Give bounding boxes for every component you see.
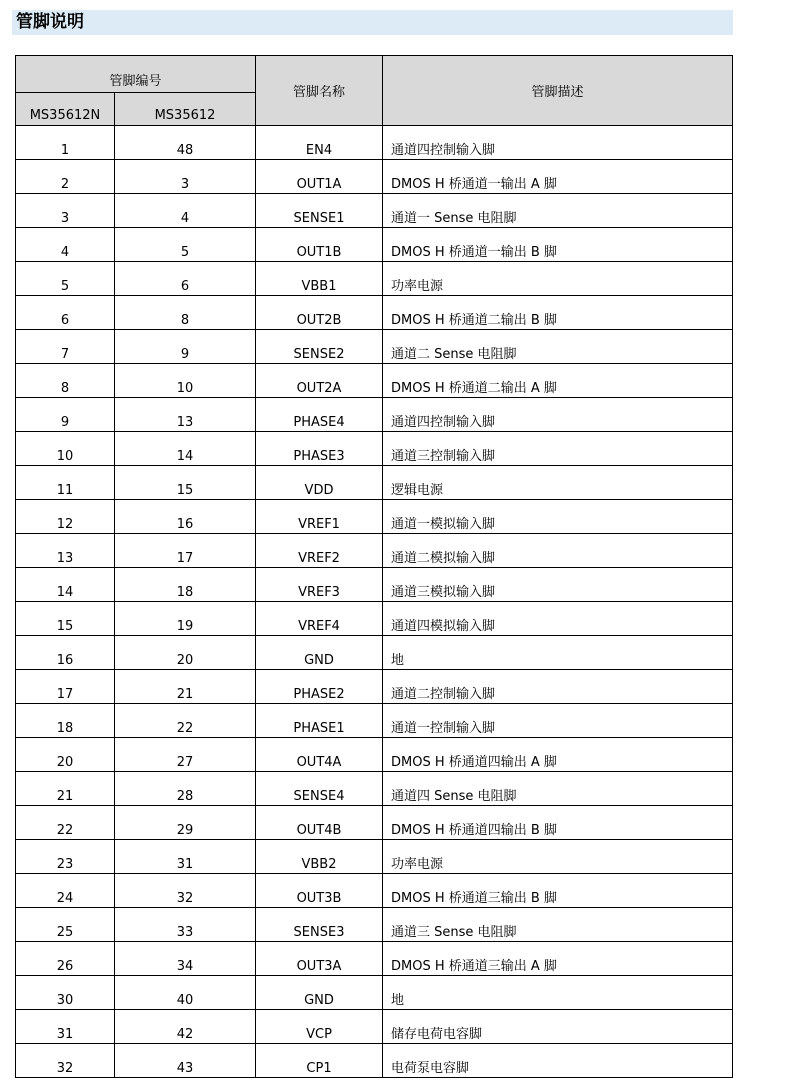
pin-number-ms35612n: 1 — [16, 126, 115, 160]
pin-number-ms35612n: 21 — [16, 772, 115, 806]
pin-number-ms35612: 3 — [115, 160, 256, 194]
pin-number-ms35612n: 30 — [16, 976, 115, 1010]
pin-name: VBB2 — [256, 840, 383, 874]
pin-number-ms35612n: 9 — [16, 398, 115, 432]
table-row — [16, 874, 733, 908]
pin-number-ms35612n: 24 — [16, 874, 115, 908]
pin-number-ms35612: 14 — [115, 432, 256, 466]
pin-number-ms35612n: 22 — [16, 806, 115, 840]
pin-name: PHASE1 — [256, 704, 383, 738]
pin-description: 通道四 Sense 电阻脚 — [383, 772, 733, 806]
pin-number-ms35612: 40 — [115, 976, 256, 1010]
pin-number-ms35612: 33 — [115, 908, 256, 942]
pin-number-ms35612n: 2 — [16, 160, 115, 194]
pin-number-ms35612: 13 — [115, 398, 256, 432]
pin-description: 功率电源 — [383, 262, 733, 296]
pin-description: 通道二模拟输入脚 — [383, 534, 733, 568]
pin-name: SENSE2 — [256, 330, 383, 364]
section-title: 管脚说明 — [12, 10, 733, 35]
table-row — [16, 568, 733, 602]
pin-number-ms35612: 27 — [115, 738, 256, 772]
header-pin-description: 管脚描述 — [383, 56, 733, 126]
pin-number-ms35612: 17 — [115, 534, 256, 568]
pin-description: DMOS H 桥通道二输出 A 脚 — [383, 364, 733, 398]
pin-name: OUT4A — [256, 738, 383, 772]
pin-name: VREF2 — [256, 534, 383, 568]
header-ms35612: MS35612 — [115, 93, 256, 126]
table-row — [16, 364, 733, 398]
pin-number-ms35612: 21 — [115, 670, 256, 704]
pin-name: GND — [256, 636, 383, 670]
pin-number-ms35612: 16 — [115, 500, 256, 534]
pin-description: 通道四控制输入脚 — [383, 126, 733, 160]
table-row — [16, 602, 733, 636]
pin-description: DMOS H 桥通道三输出 A 脚 — [383, 942, 733, 976]
table-row — [16, 636, 733, 670]
pin-number-ms35612n: 15 — [16, 602, 115, 636]
pin-description: 通道二控制输入脚 — [383, 670, 733, 704]
pin-name: SENSE4 — [256, 772, 383, 806]
pin-description: 通道三控制输入脚 — [383, 432, 733, 466]
pin-number-ms35612n: 13 — [16, 534, 115, 568]
pin-number-ms35612n: 23 — [16, 840, 115, 874]
pin-name: PHASE4 — [256, 398, 383, 432]
pin-name: VREF4 — [256, 602, 383, 636]
pin-number-ms35612n: 6 — [16, 296, 115, 330]
pin-name: CP1 — [256, 1044, 383, 1078]
header-pin-name: 管脚名称 — [256, 56, 383, 126]
pin-number-ms35612n: 18 — [16, 704, 115, 738]
pin-description: 储存电荷电容脚 — [383, 1010, 733, 1044]
pin-name: SENSE3 — [256, 908, 383, 942]
pin-number-ms35612: 31 — [115, 840, 256, 874]
table-row — [16, 466, 733, 500]
pin-number-ms35612: 43 — [115, 1044, 256, 1078]
pin-description: 功率电源 — [383, 840, 733, 874]
pin-number-ms35612: 9 — [115, 330, 256, 364]
table-row — [16, 840, 733, 874]
pin-number-ms35612n: 10 — [16, 432, 115, 466]
pin-name: OUT3A — [256, 942, 383, 976]
pin-name: OUT3B — [256, 874, 383, 908]
pin-description: DMOS H 桥通道三输出 B 脚 — [383, 874, 733, 908]
pin-name: GND — [256, 976, 383, 1010]
table-row — [16, 228, 733, 262]
pin-number-ms35612: 10 — [115, 364, 256, 398]
pin-description: 通道四模拟输入脚 — [383, 602, 733, 636]
pin-description: DMOS H 桥通道四输出 B 脚 — [383, 806, 733, 840]
table-row — [16, 806, 733, 840]
pin-number-ms35612n: 32 — [16, 1044, 115, 1078]
table-row — [16, 126, 733, 160]
pin-number-ms35612: 5 — [115, 228, 256, 262]
pin-description: 通道三 Sense 电阻脚 — [383, 908, 733, 942]
pin-number-ms35612: 6 — [115, 262, 256, 296]
pin-description: 通道一控制输入脚 — [383, 704, 733, 738]
table-body — [16, 126, 733, 1078]
pin-number-ms35612: 4 — [115, 194, 256, 228]
header-ms35612n: MS35612N — [16, 93, 115, 126]
pin-number-ms35612: 28 — [115, 772, 256, 806]
pin-number-ms35612n: 25 — [16, 908, 115, 942]
table-row — [16, 908, 733, 942]
pin-number-ms35612: 15 — [115, 466, 256, 500]
table-row — [16, 262, 733, 296]
pin-name: VDD — [256, 466, 383, 500]
table-row — [16, 330, 733, 364]
pin-description: DMOS H 桥通道一输出 B 脚 — [383, 228, 733, 262]
pin-number-ms35612: 19 — [115, 602, 256, 636]
pin-description: DMOS H 桥通道二输出 B 脚 — [383, 296, 733, 330]
pin-name: PHASE3 — [256, 432, 383, 466]
pin-description: 通道一 Sense 电阻脚 — [383, 194, 733, 228]
pin-description: 电荷泵电容脚 — [383, 1044, 733, 1078]
table-row — [16, 704, 733, 738]
pin-number-ms35612n: 20 — [16, 738, 115, 772]
pin-description: 逻辑电源 — [383, 466, 733, 500]
pin-number-ms35612: 32 — [115, 874, 256, 908]
table-row — [16, 296, 733, 330]
pin-number-ms35612: 8 — [115, 296, 256, 330]
pin-name: OUT2B — [256, 296, 383, 330]
table-row — [16, 194, 733, 228]
pin-number-ms35612n: 14 — [16, 568, 115, 602]
pin-number-ms35612: 34 — [115, 942, 256, 976]
table-row — [16, 534, 733, 568]
table-header — [16, 56, 733, 126]
table-row — [16, 738, 733, 772]
table-row — [16, 160, 733, 194]
pin-number-ms35612n: 5 — [16, 262, 115, 296]
table-row — [16, 976, 733, 1010]
pin-number-ms35612n: 8 — [16, 364, 115, 398]
table-row — [16, 772, 733, 806]
pin-description: 地 — [383, 636, 733, 670]
pin-name: OUT1A — [256, 160, 383, 194]
pin-number-ms35612: 42 — [115, 1010, 256, 1044]
pin-number-ms35612n: 26 — [16, 942, 115, 976]
pin-number-ms35612n: 31 — [16, 1010, 115, 1044]
pin-name: OUT1B — [256, 228, 383, 262]
table-row — [16, 942, 733, 976]
table-row — [16, 432, 733, 466]
pin-name: OUT2A — [256, 364, 383, 398]
pin-description: 通道四控制输入脚 — [383, 398, 733, 432]
pin-description: 地 — [383, 976, 733, 1010]
header-pin-number-group: 管脚编号 — [16, 56, 256, 93]
pin-number-ms35612n: 7 — [16, 330, 115, 364]
pin-number-ms35612: 22 — [115, 704, 256, 738]
pin-number-ms35612n: 12 — [16, 500, 115, 534]
pin-name: VBB1 — [256, 262, 383, 296]
pin-name: VREF1 — [256, 500, 383, 534]
pin-description-table — [15, 55, 733, 1078]
pin-name: VCP — [256, 1010, 383, 1044]
pin-number-ms35612n: 16 — [16, 636, 115, 670]
pin-number-ms35612: 20 — [115, 636, 256, 670]
pin-name: OUT4B — [256, 806, 383, 840]
pin-name: EN4 — [256, 126, 383, 160]
table-row — [16, 500, 733, 534]
pin-number-ms35612n: 17 — [16, 670, 115, 704]
table-row — [16, 670, 733, 704]
pin-description: 通道三模拟输入脚 — [383, 568, 733, 602]
pin-number-ms35612: 18 — [115, 568, 256, 602]
pin-number-ms35612: 29 — [115, 806, 256, 840]
table-row — [16, 1010, 733, 1044]
table-row — [16, 398, 733, 432]
table-row — [16, 1044, 733, 1078]
pin-number-ms35612n: 3 — [16, 194, 115, 228]
pin-number-ms35612n: 4 — [16, 228, 115, 262]
pin-description: 通道一模拟输入脚 — [383, 500, 733, 534]
pin-name: SENSE1 — [256, 194, 383, 228]
pin-description: DMOS H 桥通道一输出 A 脚 — [383, 160, 733, 194]
pin-description: 通道二 Sense 电阻脚 — [383, 330, 733, 364]
pin-number-ms35612n: 11 — [16, 466, 115, 500]
pin-description: DMOS H 桥通道四输出 A 脚 — [383, 738, 733, 772]
pin-name: PHASE2 — [256, 670, 383, 704]
pin-name: VREF3 — [256, 568, 383, 602]
pin-number-ms35612: 48 — [115, 126, 256, 160]
